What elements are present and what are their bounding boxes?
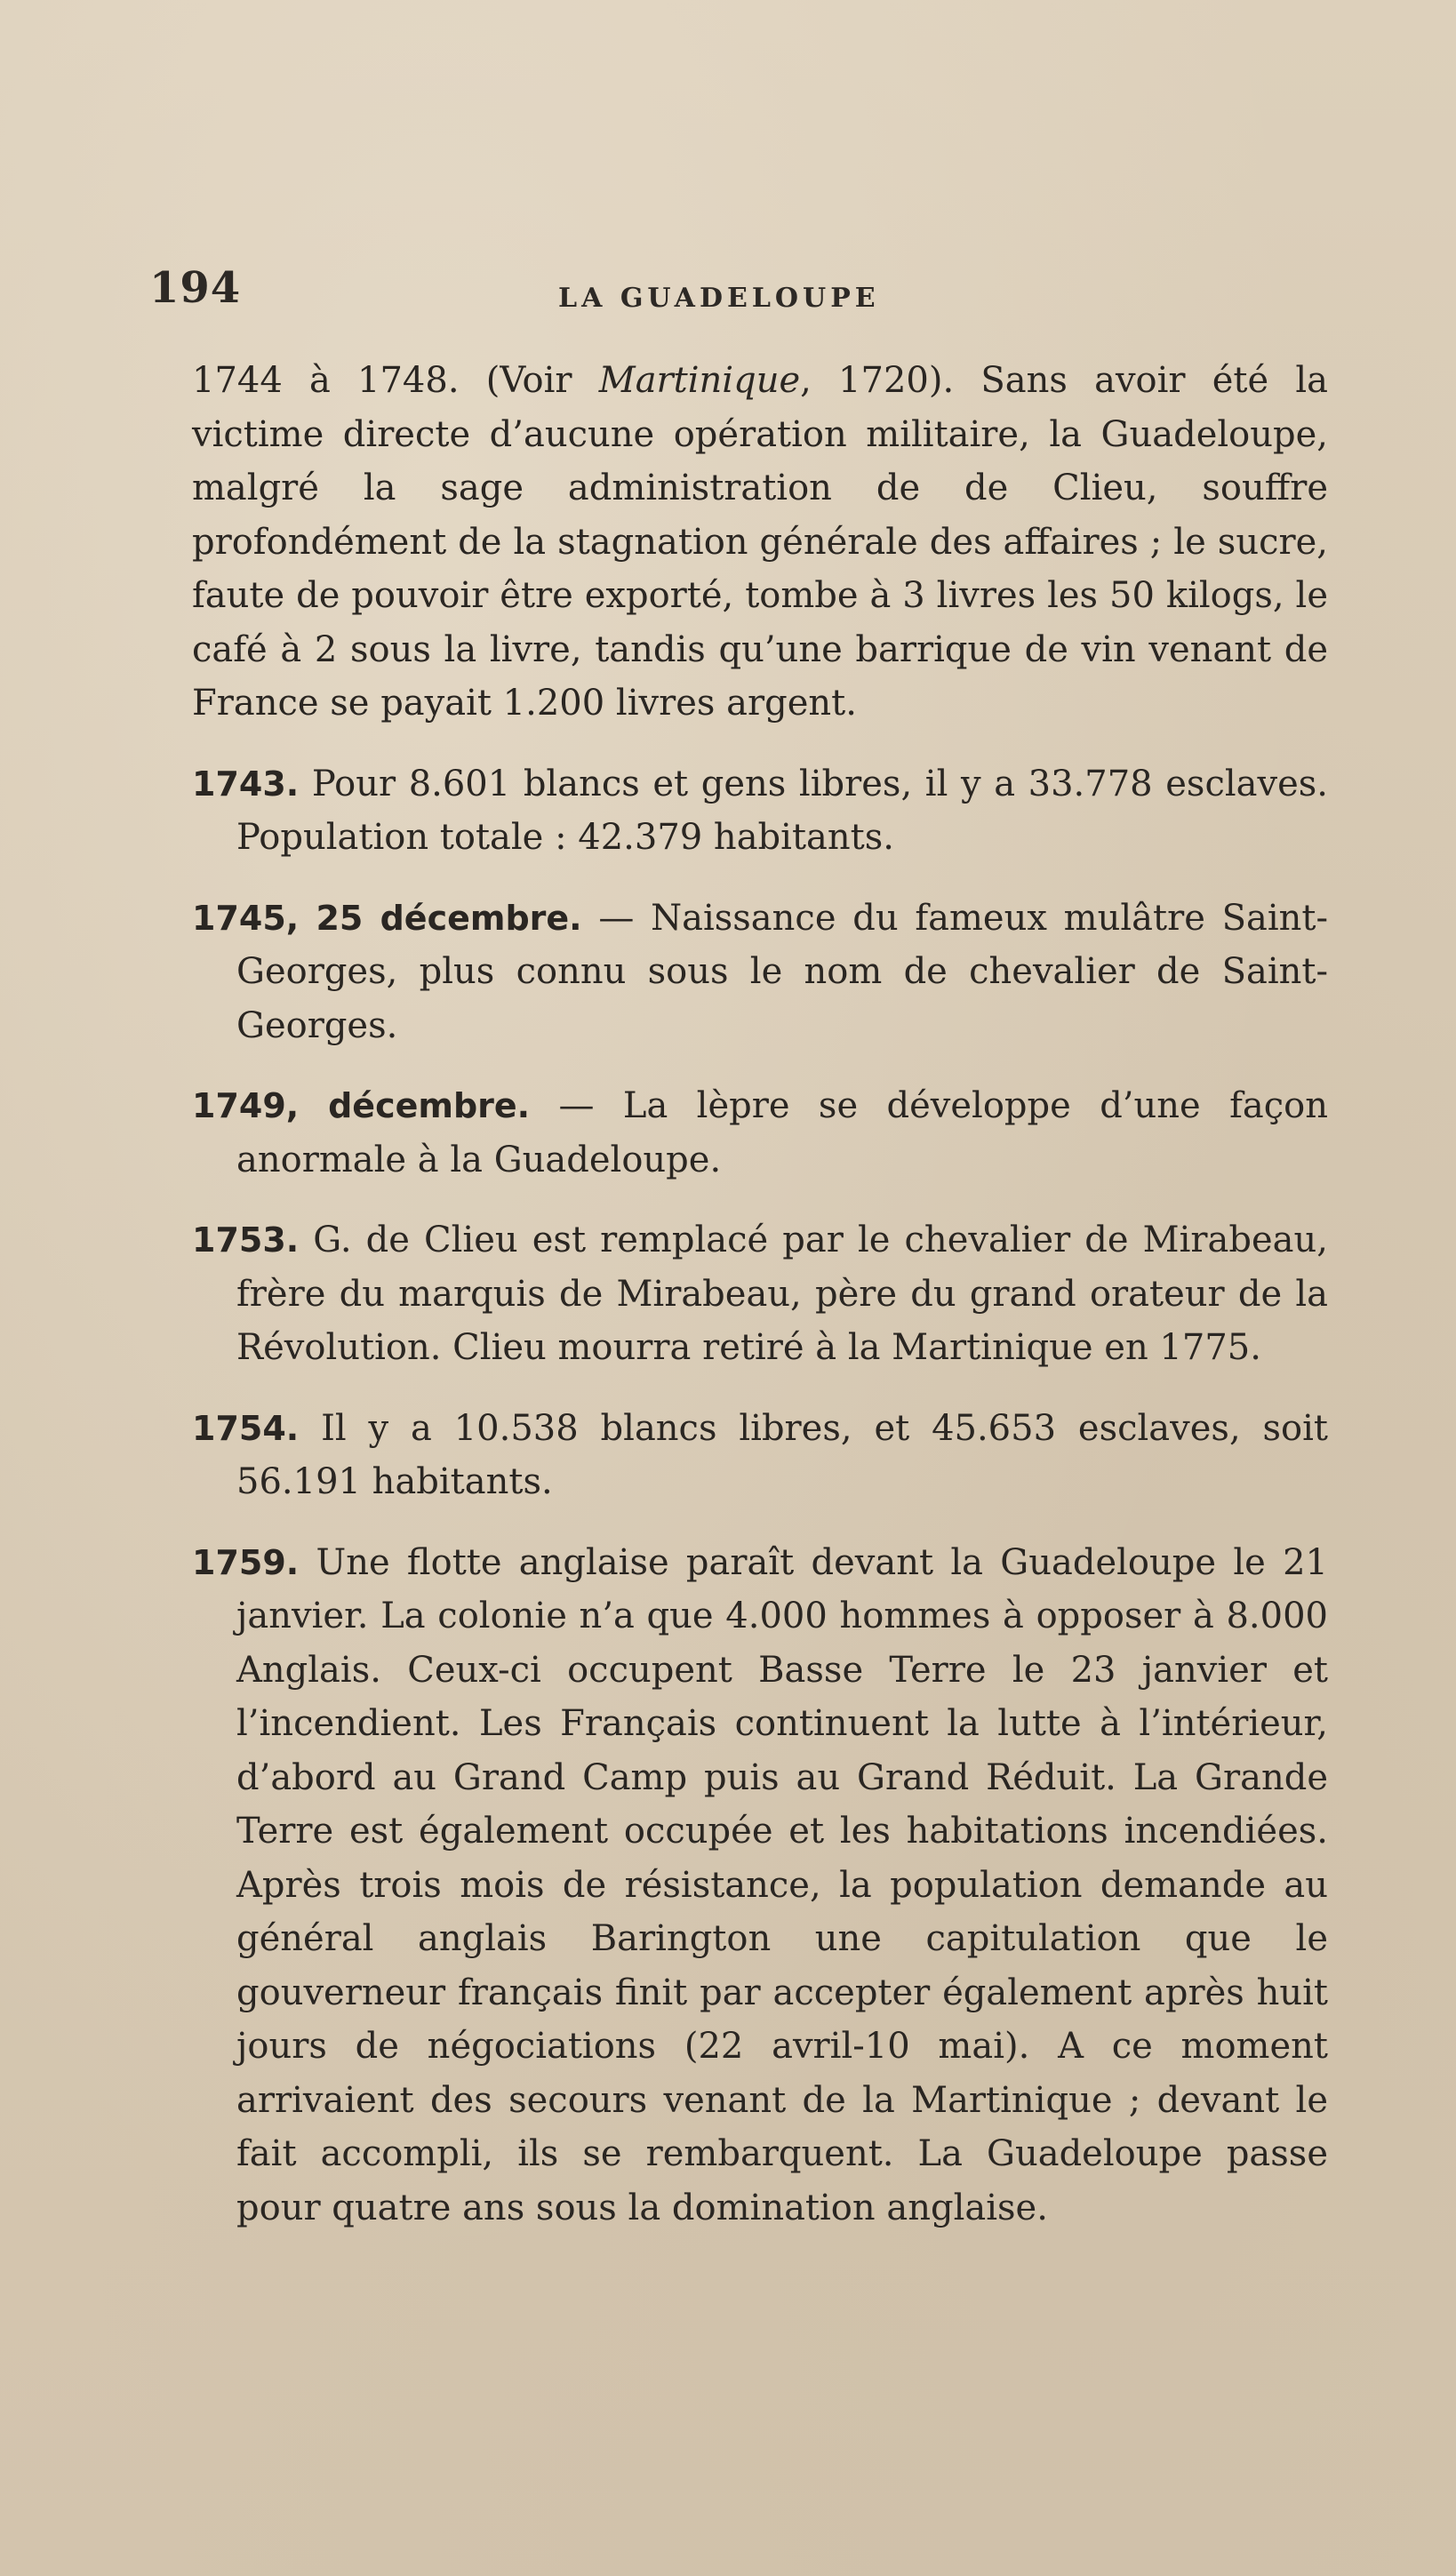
entry-text: — La lèpre se développe d’une façon anormale à la Guadeloupe. [236,1085,1328,1180]
entry-year: 1759. [192,1542,300,1582]
entry-1753 [192,1213,1328,1375]
entry-text: Pour 8.601 blancs et gens libres, il y a 33.778 esclaves. Population totale : 42.379 habitants. [236,763,1328,858]
entry-year: 1749, décembre. [192,1086,531,1125]
entry-1743 [192,757,1328,865]
entry-text: — Naissance du fameux mulâtre Saint-Georges, plus connu sous le nom de chevalier de Saint-Georges. [236,897,1329,1046]
entry-year: 1753. [192,1220,300,1260]
entry-1745 [192,892,1329,1053]
running-title: LA GUADELOUPE [558,283,880,314]
entry-text: Une flotte anglaise paraît devant la Guadeloupe le 21 janvier. La colonie n’a que 4.000 hommes à opposer à 8.000 Anglais. Ceux-ci occupent Basse Terre le 23 janvier et l’incendient. Les Français continuent la lutte à l’intérieur, d’abord au Grand Camp puis au Grand Réduit. La Grande Terre est également occupée et les habitations incendiées. Après trois mois de résistance, la population demande au général anglais Barington une capitulation que le gouverneur français finit par accepter également après huit jours de négociations (22 avril-10 mai). A ce moment arrivaient des secours venant de la Martinique ; devant le fait accompli, ils se rembarquent. La Guadeloupe passe pour quatre ans sous la domination anglaise. [236,1541,1328,2228]
entry-1749 [192,1079,1328,1187]
chronology-text [192,354,1328,2235]
entry-1754 [192,1402,1328,1509]
intro-italic-reference: Martinique [598,360,801,401]
entry-year: 1754. [192,1408,300,1448]
page-number: 194 [149,263,242,313]
entry-text: G. de Clieu est remplacé par le chevalier de Mirabeau, frère du marquis de Mirabeau, père du grand orateur de la Révolution. Clieu mourra retiré à la Martinique en 1775. [236,1220,1328,1368]
entry-year: 1745, 25 décembre. [192,898,582,938]
intro-text-rest: , 1720). Sans avoir été la victime directe d’aucune opération militaire, la Guadeloupe, malgré la sage administration de de Clieu, souffre profondément de la stagnation générale des affaires ; le sucre, faute de pouvoir être exporté, tombe à 3 livres les 50 kilogs, le café à 2 sous la livre, tandis qu’une barrique de vin venant de France se payait 1.200 livres argent. [192,360,1328,724]
intro-paragraph [192,354,1328,731]
intro-text-start: 1744 à 1748. (Voir [192,360,599,401]
entry-year: 1743. [192,764,300,804]
entry-1759 [192,1536,1328,2236]
running-head [149,263,1305,325]
entry-text: Il y a 10.538 blancs libres, et 45.653 esclaves, soit 56.191 habitants. [236,1407,1328,1502]
